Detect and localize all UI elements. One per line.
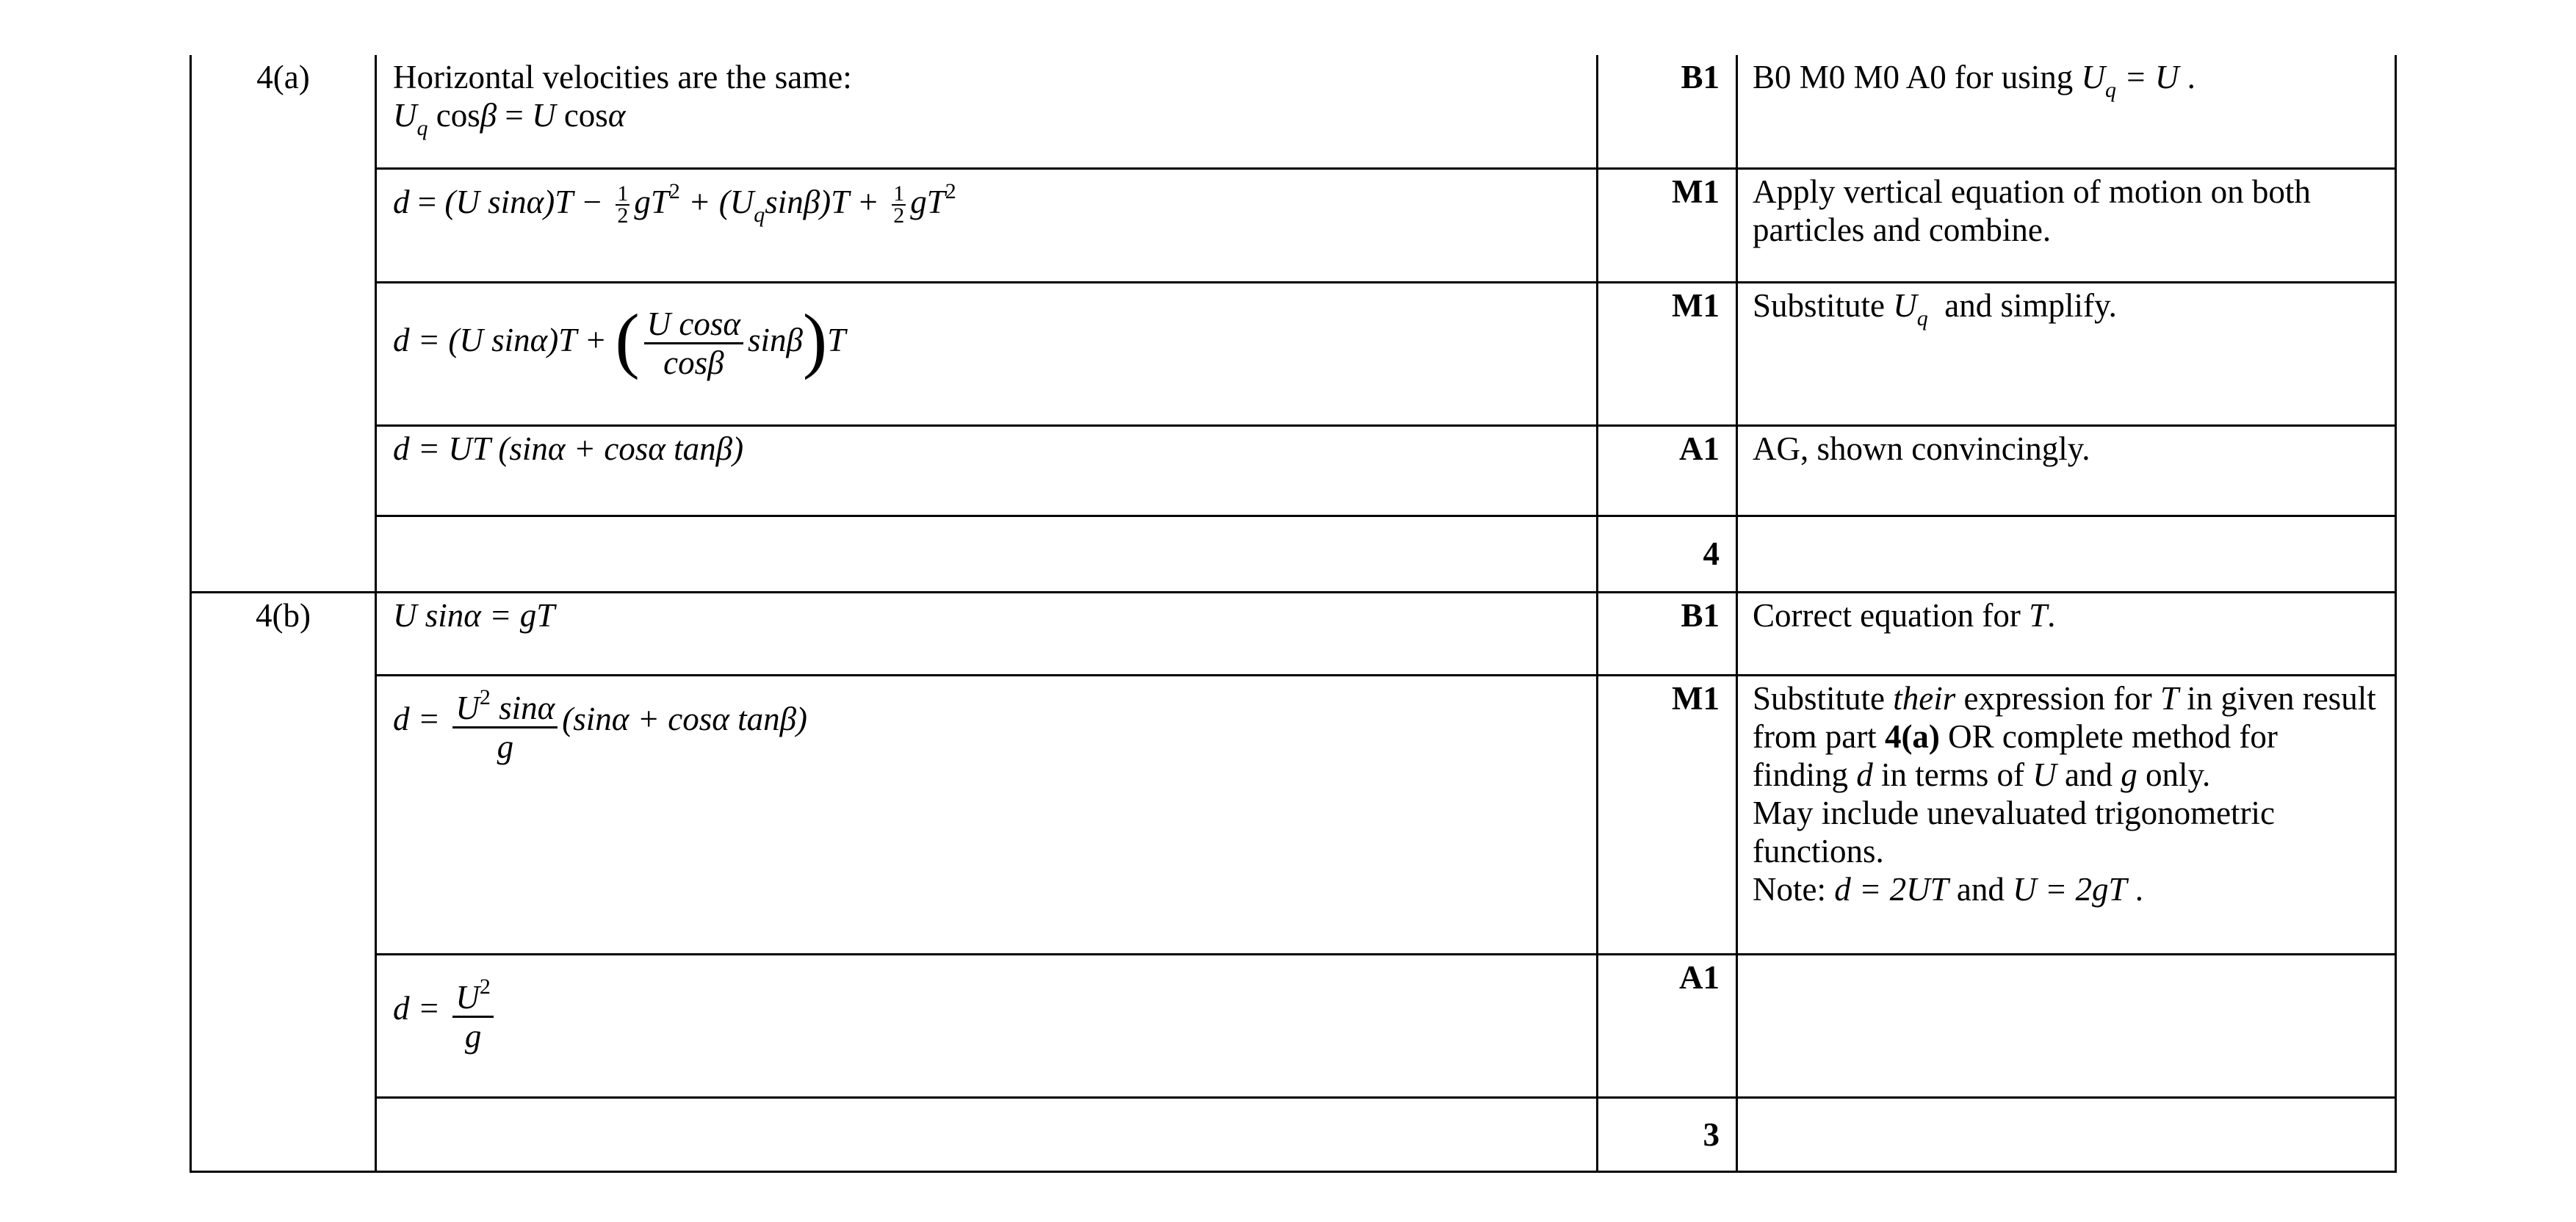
answer-cell: d = UT (sinα + cosα tanβ) [376,425,1598,516]
guidance-paragraph: May include unevaluated trigonometric functions. [1753,794,2276,870]
answer-text: Horizontal velocities are the same: [393,59,852,95]
guidance-cell [1737,675,2396,954]
answer-cell [376,516,1598,592]
answer-cell: d = $\frac{U^2}{g}$ [376,954,1598,1097]
guidance-note: Note: d = 2UT and U = 2gT . [1753,870,2143,908]
mark-scheme-table [190,55,2397,1173]
table-row [191,425,2396,516]
guidance-cell: AG, shown convincingly. [1737,425,2396,516]
answer-cell: d = (U sinα)T − $\frac{1}{2}$ $gT^2 + (U_q\sin\beta)T$ + $\frac{1}{2}$ $gT^2$ [376,168,1598,282]
total-mark: 4 [1598,516,1737,592]
mark-cell: M1 [1598,675,1737,954]
mark-cell: M1 [1598,168,1737,282]
table-row-total [191,516,2396,592]
guidance-cell: Correct equation for T. [1737,592,2396,675]
mark-cell: A1 [1598,425,1737,516]
guidance-cell [1737,954,2396,1097]
answer-equation: $U_q$ cosβ = U cosα [393,97,626,140]
fraction: $\frac{\text{U cosα}}{\cos\beta}$ [644,306,743,381]
guidance-cell [1737,1097,2396,1171]
answer-cell: d = $\frac{U^2 \sin\alpha}{g}$ (sinα + cosα tanβ) [376,675,1598,954]
guidance-paragraph: Substitute their expression for T in given result from part 4(a) OR complete method for finding d in terms of U and g only. [1753,679,2376,793]
table-row [191,592,2396,675]
fraction: $\frac{U^2 \sin\alpha}{g}$ [452,679,558,765]
mark-cell: A1 [1598,954,1737,1097]
table-row [191,55,2396,168]
table-row [191,954,2396,1097]
answer-cell: U sinα = gT [376,592,1598,675]
fraction: $\frac{1}{2}$ [617,181,629,228]
table-row-total [191,1097,2396,1171]
mark-cell: B1 [1598,55,1737,168]
table-row [191,675,2396,954]
table-row [191,168,2396,282]
mark-cell: M1 [1598,282,1737,425]
total-mark: 3 [1598,1097,1737,1171]
guidance-cell: Substitute $U_q$ and simplify. [1737,282,2396,425]
answer-cell [376,1097,1598,1171]
answer-cell [376,55,1598,168]
fraction: $\frac{U^2}{g}$ [452,969,494,1055]
question-label-4b: 4(b) [191,592,376,1171]
guidance-cell: Apply vertical equation of motion on both particles and combine. [1737,168,2396,282]
table-row [191,282,2396,425]
answer-cell: d = (U sinα)T + ( $\frac{\text{U cosα}}{\cos\beta}$ sinβ)T [376,282,1598,425]
question-label-4a: 4(a) [191,55,376,592]
guidance-cell [1737,516,2396,592]
mark-cell: B1 [1598,592,1737,675]
fraction: $\frac{1}{2}$ [893,181,905,228]
guidance-cell: B0 M0 M0 A0 for using $U_q = U$ . [1737,55,2396,168]
